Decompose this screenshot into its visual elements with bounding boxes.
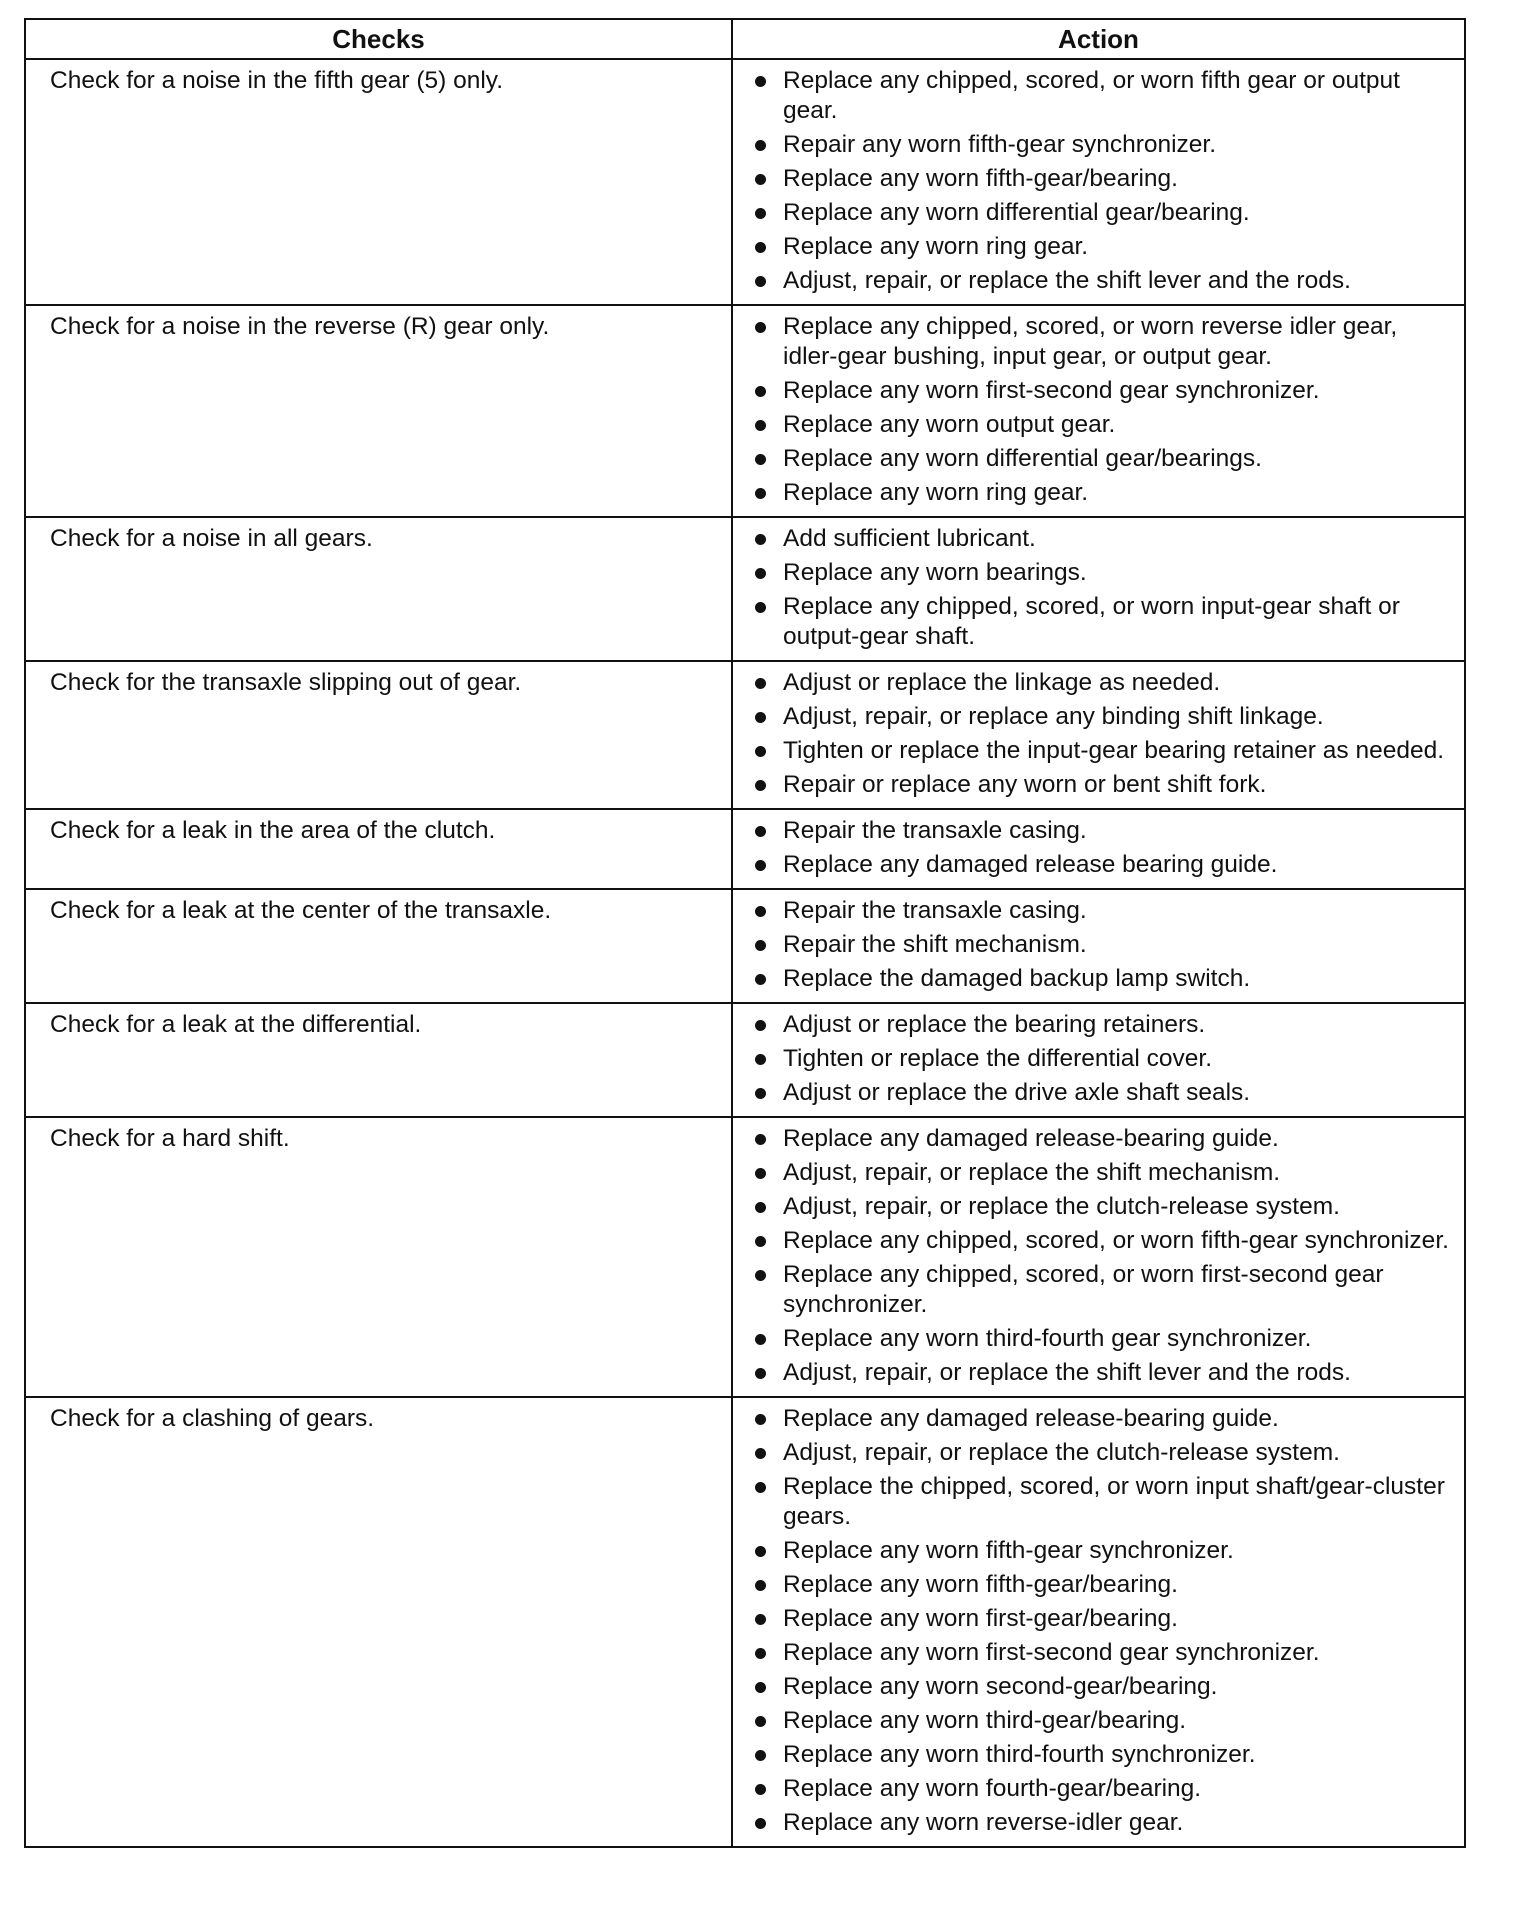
- bullet-icon: [755, 1448, 766, 1459]
- table-row: [25, 1003, 1465, 1117]
- action-item: [749, 1604, 1456, 1634]
- action-text: Tighten or replace the input-gear bearing retainer as needed.: [783, 737, 1445, 764]
- table-row: [25, 59, 1465, 305]
- bullet-icon: [755, 780, 766, 791]
- action-text: Repair the transaxle casing.: [783, 897, 1087, 924]
- bullet-icon: [755, 602, 766, 613]
- action-list: [749, 1124, 1456, 1388]
- action-item: [749, 1706, 1456, 1736]
- table-row: [25, 1117, 1465, 1397]
- check-cell: Check for the transaxle slipping out of gear.: [25, 661, 732, 809]
- bullet-icon: [755, 974, 766, 985]
- action-text: Replace any worn first-second gear synchronizer.: [783, 377, 1320, 404]
- action-text: Replace any worn bearings.: [783, 559, 1087, 586]
- action-cell: [732, 889, 1465, 1003]
- action-text: Replace any worn first-gear/bearing.: [783, 1605, 1178, 1632]
- action-text: Replace any worn ring gear.: [783, 233, 1089, 260]
- action-item: [749, 1358, 1456, 1388]
- table-body: [25, 59, 1465, 1847]
- action-list: [749, 1010, 1456, 1108]
- action-text: Replace any worn fifth-gear/bearing.: [783, 165, 1178, 192]
- action-item: [749, 312, 1456, 372]
- checks-action-table: [24, 18, 1466, 1848]
- bullet-icon: [755, 1784, 766, 1795]
- action-text: Replace any worn first-second gear synchronizer.: [783, 1639, 1320, 1666]
- action-text: Replace any worn third-fourth gear synchronizer.: [783, 1325, 1312, 1352]
- bullet-icon: [755, 1054, 766, 1065]
- action-item: [749, 1192, 1456, 1222]
- action-text: Replace any worn third-gear/bearing.: [783, 1707, 1187, 1734]
- bullet-icon: [755, 1818, 766, 1829]
- action-item: [749, 896, 1456, 926]
- action-text: Replace any damaged release-bearing guide.: [783, 1125, 1279, 1152]
- action-text: Replace any worn reverse-idler gear.: [783, 1809, 1184, 1836]
- action-item: [749, 816, 1456, 846]
- header-row: [25, 19, 1465, 59]
- bullet-icon: [755, 906, 766, 917]
- bullet-icon: [755, 242, 766, 253]
- check-cell: Check for a leak at the center of the transaxle.: [25, 889, 732, 1003]
- action-text: Replace any worn differential gear/bearing.: [783, 199, 1250, 226]
- action-cell: [732, 517, 1465, 661]
- action-list: [749, 896, 1456, 994]
- action-list: [749, 816, 1456, 880]
- bullet-icon: [755, 1648, 766, 1659]
- action-text: Repair the transaxle casing.: [783, 817, 1087, 844]
- action-item: [749, 1010, 1456, 1040]
- action-item: [749, 478, 1456, 508]
- bullet-icon: [755, 746, 766, 757]
- bullet-icon: [755, 1414, 766, 1425]
- check-cell: Check for a leak in the area of the clutch.: [25, 809, 732, 889]
- action-text: Repair or replace any worn or bent shift fork.: [783, 771, 1267, 798]
- action-list: [749, 66, 1456, 296]
- bullet-icon: [755, 1716, 766, 1727]
- action-item: [749, 444, 1456, 474]
- action-text: Replace any worn fifth-gear synchronizer.: [783, 1537, 1234, 1564]
- check-cell: Check for a clashing of gears.: [25, 1397, 732, 1847]
- action-text: Adjust, repair, or replace the shift mechanism.: [783, 1159, 1281, 1186]
- bullet-icon: [755, 488, 766, 499]
- action-list: [749, 524, 1456, 652]
- action-cell: [732, 59, 1465, 305]
- action-cell: [732, 1117, 1465, 1397]
- action-text: Replace the damaged backup lamp switch.: [783, 965, 1251, 992]
- action-item: [749, 1226, 1456, 1256]
- bullet-icon: [755, 1682, 766, 1693]
- action-text: Replace any worn output gear.: [783, 411, 1116, 438]
- action-text: Adjust or replace the linkage as needed.: [783, 669, 1221, 696]
- check-cell: Check for a hard shift.: [25, 1117, 732, 1397]
- action-item: [749, 1638, 1456, 1668]
- bullet-icon: [755, 712, 766, 723]
- bullet-icon: [755, 1270, 766, 1281]
- bullet-icon: [755, 940, 766, 951]
- bullet-icon: [755, 1020, 766, 1031]
- action-item: [749, 66, 1456, 126]
- action-item: [749, 1570, 1456, 1600]
- bullet-icon: [755, 140, 766, 151]
- bullet-icon: [755, 174, 766, 185]
- action-item: [749, 930, 1456, 960]
- action-list: [749, 1404, 1456, 1838]
- check-cell: Check for a leak at the differential.: [25, 1003, 732, 1117]
- bullet-icon: [755, 1168, 766, 1179]
- action-text: Replace any damaged release bearing guide.: [783, 851, 1278, 878]
- action-text: Replace any worn ring gear.: [783, 479, 1089, 506]
- action-item: [749, 1404, 1456, 1434]
- action-cell: [732, 1397, 1465, 1847]
- action-item: [749, 1472, 1456, 1532]
- table-row: [25, 305, 1465, 517]
- check-cell: Check for a noise in the reverse (R) gear only.: [25, 305, 732, 517]
- action-item: [749, 1078, 1456, 1108]
- action-item: [749, 736, 1456, 766]
- action-item: [749, 1774, 1456, 1804]
- action-item: [749, 410, 1456, 440]
- action-item: [749, 232, 1456, 262]
- bullet-icon: [755, 1482, 766, 1493]
- action-item: [749, 266, 1456, 296]
- bullet-icon: [755, 208, 766, 219]
- action-item: [749, 376, 1456, 406]
- action-item: [749, 850, 1456, 880]
- action-text: Replace any chipped, scored, or worn fifth gear or output gear.: [783, 67, 1400, 124]
- action-text: Replace any worn differential gear/bearings.: [783, 445, 1262, 472]
- bullet-icon: [755, 1334, 766, 1345]
- action-item: [749, 1438, 1456, 1468]
- bullet-icon: [755, 826, 766, 837]
- action-cell: [732, 305, 1465, 517]
- action-text: Adjust, repair, or replace the clutch-release system.: [783, 1439, 1340, 1466]
- action-cell: [732, 809, 1465, 889]
- bullet-icon: [755, 322, 766, 333]
- action-text: Adjust or replace the drive axle shaft seals.: [783, 1079, 1251, 1106]
- action-item: [749, 1158, 1456, 1188]
- action-item: [749, 130, 1456, 160]
- check-cell: Check for a noise in the fifth gear (5) only.: [25, 59, 732, 305]
- action-text: Adjust, repair, or replace the shift lever and the rods.: [783, 1359, 1351, 1386]
- action-item: [749, 668, 1456, 698]
- bullet-icon: [755, 1614, 766, 1625]
- table-row: [25, 517, 1465, 661]
- action-list: [749, 312, 1456, 508]
- action-item: [749, 1672, 1456, 1702]
- action-item: [749, 164, 1456, 194]
- action-text: Replace any chipped, scored, or worn input-gear shaft or output-gear shaft.: [783, 593, 1400, 650]
- bullet-icon: [755, 860, 766, 871]
- action-list: [749, 668, 1456, 800]
- action-text: Adjust or replace the bearing retainers.: [783, 1011, 1206, 1038]
- action-text: Replace any worn third-fourth synchronizer.: [783, 1741, 1256, 1768]
- action-text: Add sufficient lubricant.: [783, 525, 1036, 552]
- bullet-icon: [755, 1236, 766, 1247]
- table-row: [25, 661, 1465, 809]
- action-text: Adjust, repair, or replace the clutch-release system.: [783, 1193, 1340, 1220]
- bullet-icon: [755, 386, 766, 397]
- action-cell: [732, 661, 1465, 809]
- action-item: [749, 198, 1456, 228]
- action-text: Adjust, repair, or replace any binding shift linkage.: [783, 703, 1324, 730]
- bullet-icon: [755, 1134, 766, 1145]
- action-item: [749, 1324, 1456, 1354]
- action-text: Replace any damaged release-bearing guide.: [783, 1405, 1279, 1432]
- table-row: [25, 809, 1465, 889]
- action-text: Adjust, repair, or replace the shift lever and the rods.: [783, 267, 1351, 294]
- bullet-icon: [755, 1088, 766, 1099]
- action-text: Replace any worn fourth-gear/bearing.: [783, 1775, 1202, 1802]
- action-item: [749, 1808, 1456, 1838]
- action-text: Repair any worn fifth-gear synchronizer.: [783, 131, 1217, 158]
- action-item: [749, 1260, 1456, 1320]
- header-action: Action: [732, 19, 1465, 59]
- action-item: [749, 524, 1456, 554]
- bullet-icon: [755, 276, 766, 287]
- bullet-icon: [755, 76, 766, 87]
- action-text: Replace any chipped, scored, or worn first-second gear synchronizer.: [783, 1261, 1384, 1318]
- action-item: [749, 770, 1456, 800]
- header-checks: Checks: [25, 19, 732, 59]
- action-text: Replace the chipped, scored, or worn input shaft/gear-cluster gears.: [783, 1473, 1445, 1530]
- action-item: [749, 592, 1456, 652]
- action-cell: [732, 1003, 1465, 1117]
- action-text: Replace any chipped, scored, or worn fifth-gear synchronizer.: [783, 1227, 1449, 1254]
- bullet-icon: [755, 1750, 766, 1761]
- bullet-icon: [755, 678, 766, 689]
- action-text: Replace any worn second-gear/bearing.: [783, 1673, 1218, 1700]
- action-text: Tighten or replace the differential cover.: [783, 1045, 1213, 1072]
- action-item: [749, 1536, 1456, 1566]
- check-cell: Check for a noise in all gears.: [25, 517, 732, 661]
- bullet-icon: [755, 454, 766, 465]
- table-row: [25, 889, 1465, 1003]
- action-item: [749, 702, 1456, 732]
- action-text: Repair the shift mechanism.: [783, 931, 1087, 958]
- action-item: [749, 1124, 1456, 1154]
- action-item: [749, 1740, 1456, 1770]
- action-text: Replace any chipped, scored, or worn reverse idler gear, idler-gear bushing, input gear, or output gear.: [783, 313, 1398, 370]
- bullet-icon: [755, 1546, 766, 1557]
- bullet-icon: [755, 1202, 766, 1213]
- action-item: [749, 964, 1456, 994]
- bullet-icon: [755, 1580, 766, 1591]
- bullet-icon: [755, 1368, 766, 1379]
- action-item: [749, 1044, 1456, 1074]
- bullet-icon: [755, 534, 766, 545]
- table-row: [25, 1397, 1465, 1847]
- bullet-icon: [755, 420, 766, 431]
- bullet-icon: [755, 568, 766, 579]
- action-text: Replace any worn fifth-gear/bearing.: [783, 1571, 1178, 1598]
- action-item: [749, 558, 1456, 588]
